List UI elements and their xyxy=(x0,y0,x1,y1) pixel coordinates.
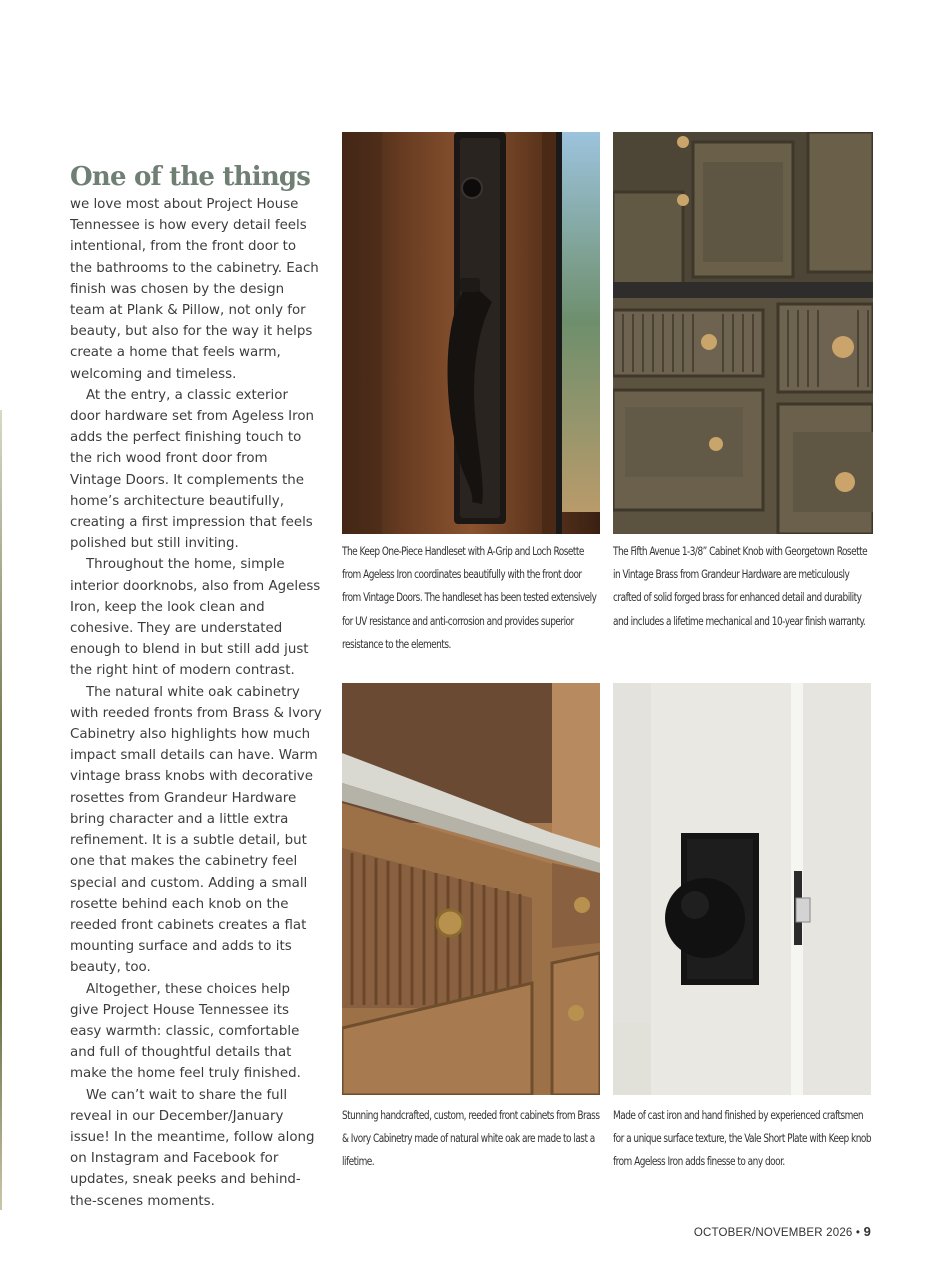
article-paragraph-1: we love most about Project House Tennessee is how every detail feels intentional, from the front door to the bathrooms to the cabinetry. Each finish was chosen by the design team at Plank & Pillow, not only for beauty, but also for the way it helps create a home that feels warm, welcoming and timeless. xyxy=(70,197,319,382)
article-paragraph-3: Throughout the home, simple interior doorknobs, also from Ageless Iron, keep the look clean and cohesive. They are understated enough to blend in but still add just the right hint of modern contrast. xyxy=(70,557,321,679)
caption-handleset: The Keep One-Piece Handleset with A-Grip and Loch Rosette from Ageless Iron coordinates beautifully with the front door from Vintage Doors. The handleset has been tested extensively for UV resistance and anti-corrosion and provides superior resistance to the elements. xyxy=(342,544,597,651)
caption-olive-cabinets: The Fifth Avenue 1-3/8” Cabinet Knob with Georgetown Rosette in Vintage Brass from Grandeur Hardware are meticulously crafted of solid forged brass for enhanced detail and durability and includes a lifetime mechanical and 10-year finish warranty. xyxy=(613,544,868,628)
article-column xyxy=(70,160,322,1212)
page-folio xyxy=(694,1224,871,1239)
article-headline: One of the things xyxy=(70,162,311,192)
issue-date: OCTOBER/NOVEMBER 2026 • xyxy=(693,1227,861,1239)
article-paragraph-4: The natural white oak cabinetry with reeded fronts from Brass & Ivory Cabinetry also highlights how much impact small details can have. Warm vintage brass knobs with decorative rosettes from Grandeur Hardware bring character and a little extra refinement. It is a subtle detail, but one that makes the cabinetry feel special and custom. Adding a small rosette behind each knob on the reeded front cabinets creates a flat mounting surface and adds to its beauty, too. xyxy=(70,684,322,976)
caption-doorknob: Made of cast iron and hand finished by experienced craftsmen for a unique surface texture, the Vale Short Plate with Keep knob from Ageless Iron adds finesse to any door. xyxy=(613,1108,872,1169)
photo-oak-cabinets xyxy=(342,683,600,1095)
photo-doorknob xyxy=(613,683,871,1095)
article-paragraph-6: We can’t wait to share the full reveal in our December/January issue! In the meantime, follow along on Instagram and Facebook for updates, sneak peeks and behind-the-scenes moments. xyxy=(70,1087,315,1209)
caption-oak-cabinets: Stunning handcrafted, custom, reeded front cabinets from Brass & Ivory Cabinetry made of natural white oak are made to last a lifetime. xyxy=(342,1108,600,1169)
page-number: 9 xyxy=(863,1224,871,1239)
photo-handleset xyxy=(342,132,600,534)
article-paragraph-2: At the entry, a classic exterior door hardware set from Ageless Iron adds the perfect finishing touch to the rich wood front door from Vintage Doors. It complements the home’s architecture beautifully, creating a first impression that feels polished but still inviting. xyxy=(70,387,315,552)
article-paragraph-5: Altogether, these choices help give Project House Tennessee its easy warmth: classic, comfortable and full of thoughtful details that make the home feel truly finished. xyxy=(70,981,301,1082)
page-edge-strip xyxy=(0,410,2,1210)
photo-olive-cabinets xyxy=(613,132,873,534)
